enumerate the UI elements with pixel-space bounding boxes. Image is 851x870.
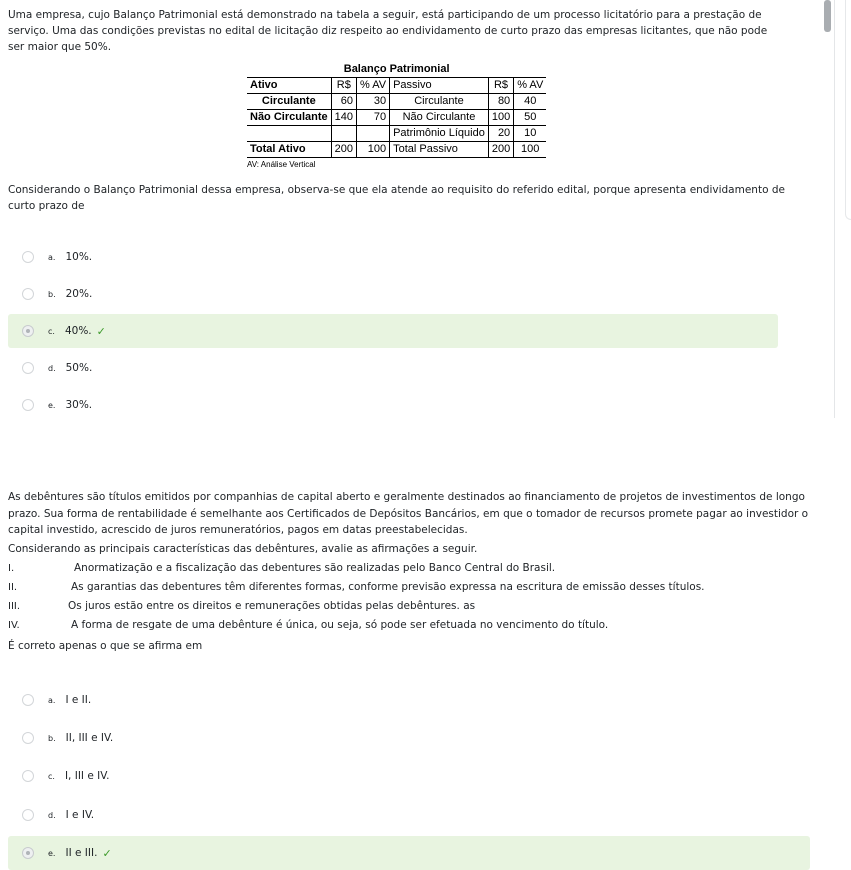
- total-ativo-av: 100: [357, 142, 390, 158]
- cell-passivo-av: 50: [514, 110, 547, 126]
- statement-text: As garantias das debentures têm diferentes formas, conforme previsão expressa na escritura de emissão desses títulos.: [71, 581, 705, 593]
- statement-number: I.: [8, 563, 15, 574]
- option-text: II e III.: [65, 847, 98, 859]
- cell-passivo-label: Patrimônio Líquido: [390, 126, 489, 142]
- radio-button[interactable]: [22, 251, 34, 263]
- side-panel-edge: [845, 0, 851, 220]
- question-2-intro: Considerando as principais características das debêntures, avalie as afirmações a seguir.: [8, 543, 478, 555]
- total-ativo-rs: 200: [331, 142, 356, 158]
- q1-option-d[interactable]: [8, 351, 778, 385]
- balance-sheet-table: [247, 62, 546, 158]
- table-row: [247, 94, 546, 110]
- option-text: II, III e IV.: [65, 732, 114, 744]
- statement-number: IV.: [8, 620, 20, 631]
- q1-option-a[interactable]: [8, 240, 778, 274]
- table-note: AV: Análise Vertical: [247, 160, 316, 169]
- radio-button[interactable]: [22, 694, 34, 706]
- option-letter: e.: [48, 848, 56, 858]
- option-letter: c.: [48, 771, 55, 781]
- q1-option-e[interactable]: [8, 388, 778, 422]
- check-icon: ✓: [96, 324, 106, 338]
- balance-sheet-title: Balanço Patrimonial: [247, 62, 546, 78]
- cell-ativo-rs: 140: [331, 110, 356, 126]
- cell-ativo-rs: 60: [331, 94, 356, 110]
- option-letter: e.: [48, 400, 56, 410]
- question-1-text: Uma empresa, cujo Balanço Patrimonial está demonstrado na tabela a seguir, está participando de um processo licitatório para a prestação de serviço. Uma das condições previstas no edital de licitação diz respeito ao endividamento de curto prazo das empresas licitantes, que não pode ser maior que 50%.: [8, 9, 768, 53]
- cell-ativo-label: [247, 126, 331, 142]
- cell-ativo-av: 30: [357, 94, 390, 110]
- question-2-text: As debêntures são títulos emitidos por companhias de capital aberto e geralmente destinados ao financiamento de projetos de investimentos de longo prazo. Sua forma de rentabilidade é semelhante aos Certificados de Depósitos Bancários, em que o tomador de recursos promete pagar ao investidor o capital investido, acrescido de juros remuneratórios, pagos em datas preestabelecidas.: [8, 491, 809, 536]
- cell-passivo-label: Circulante: [390, 94, 489, 110]
- q2-option-c[interactable]: [8, 759, 810, 793]
- total-passivo-rs: 200: [488, 142, 513, 158]
- option-text: I e II.: [65, 694, 92, 706]
- table-row: [247, 126, 546, 142]
- statement-number: II.: [8, 582, 18, 593]
- option-letter: d.: [48, 363, 56, 373]
- header-ativo: Ativo: [247, 78, 331, 94]
- radio-button[interactable]: [22, 288, 34, 300]
- question-1-stem: Considerando o Balanço Patrimonial dessa empresa, observa-se que ela atende ao requisito do referido edital, porque apresenta endividamento de curto prazo de: [8, 184, 785, 212]
- radio-button[interactable]: [22, 399, 34, 411]
- q2-option-d[interactable]: [8, 798, 810, 832]
- cell-ativo-rs: [331, 126, 356, 142]
- statement-number: III.: [8, 601, 21, 612]
- radio-button[interactable]: [22, 362, 34, 374]
- cell-passivo-av: 10: [514, 126, 547, 142]
- option-text: 50%.: [65, 362, 93, 374]
- option-text: 30%.: [65, 399, 93, 411]
- check-icon: ✓: [102, 846, 112, 860]
- radio-button[interactable]: [22, 732, 34, 744]
- radio-button-checked[interactable]: [22, 325, 34, 337]
- cell-ativo-av: [357, 126, 390, 142]
- total-ativo-label: Total Ativo: [247, 142, 331, 158]
- header-rs-ativo: R$: [331, 78, 356, 94]
- q1-option-c[interactable]: [8, 314, 778, 348]
- statement-text: Os juros estão entre os direitos e remunerações obtidas pelas debêntures. as: [68, 600, 476, 612]
- q2-option-b[interactable]: [8, 721, 810, 755]
- q1-option-b[interactable]: [8, 277, 778, 311]
- statement-text: Anormatização e a fiscalização das debentures são realizadas pelo Banco Central do Brasil.: [74, 562, 556, 574]
- cell-passivo-rs: 20: [488, 126, 513, 142]
- q2-option-e[interactable]: [8, 836, 810, 870]
- statement-text: A forma de resgate de uma debênture é única, ou seja, só pode ser efetuada no vencimento do título.: [71, 619, 609, 631]
- radio-button[interactable]: [22, 770, 34, 782]
- cell-passivo-rs: 80: [488, 94, 513, 110]
- total-passivo-label: Total Passivo: [390, 142, 489, 158]
- option-letter: c.: [48, 326, 55, 336]
- table-row: [247, 110, 546, 126]
- scrollbar-thumb[interactable]: [824, 0, 831, 32]
- q2-option-a[interactable]: [8, 683, 810, 717]
- radio-button[interactable]: [22, 809, 34, 821]
- cell-passivo-rs: 100: [488, 110, 513, 126]
- cell-passivo-av: 40: [514, 94, 547, 110]
- option-letter: a.: [48, 252, 56, 262]
- cell-ativo-label: Circulante: [247, 94, 331, 110]
- header-rs-passivo: R$: [488, 78, 513, 94]
- balance-sheet: [247, 62, 544, 169]
- header-passivo: Passivo: [390, 78, 489, 94]
- header-av-passivo: % AV: [514, 78, 547, 94]
- option-text: 40%.: [64, 325, 92, 337]
- header-av-ativo: % AV: [357, 78, 390, 94]
- table-total-row: [247, 142, 546, 158]
- scrollbar-track[interactable]: [834, 0, 835, 418]
- total-passivo-av: 100: [514, 142, 547, 158]
- option-letter: a.: [48, 695, 56, 705]
- table-header-row: [247, 78, 546, 94]
- option-text: I, III e IV.: [64, 770, 110, 782]
- option-text: 10%.: [65, 251, 93, 263]
- option-text: I e IV.: [65, 809, 95, 821]
- option-letter: d.: [48, 810, 56, 820]
- option-letter: b.: [48, 733, 56, 743]
- option-letter: b.: [48, 289, 56, 299]
- cell-ativo-label: Não Circulante: [247, 110, 331, 126]
- question-2-ask: É correto apenas o que se afirma em: [8, 640, 203, 652]
- cell-passivo-label: Não Circulante: [390, 110, 489, 126]
- option-text: 20%.: [65, 288, 93, 300]
- radio-button-checked[interactable]: [22, 847, 34, 859]
- cell-ativo-av: 70: [357, 110, 390, 126]
